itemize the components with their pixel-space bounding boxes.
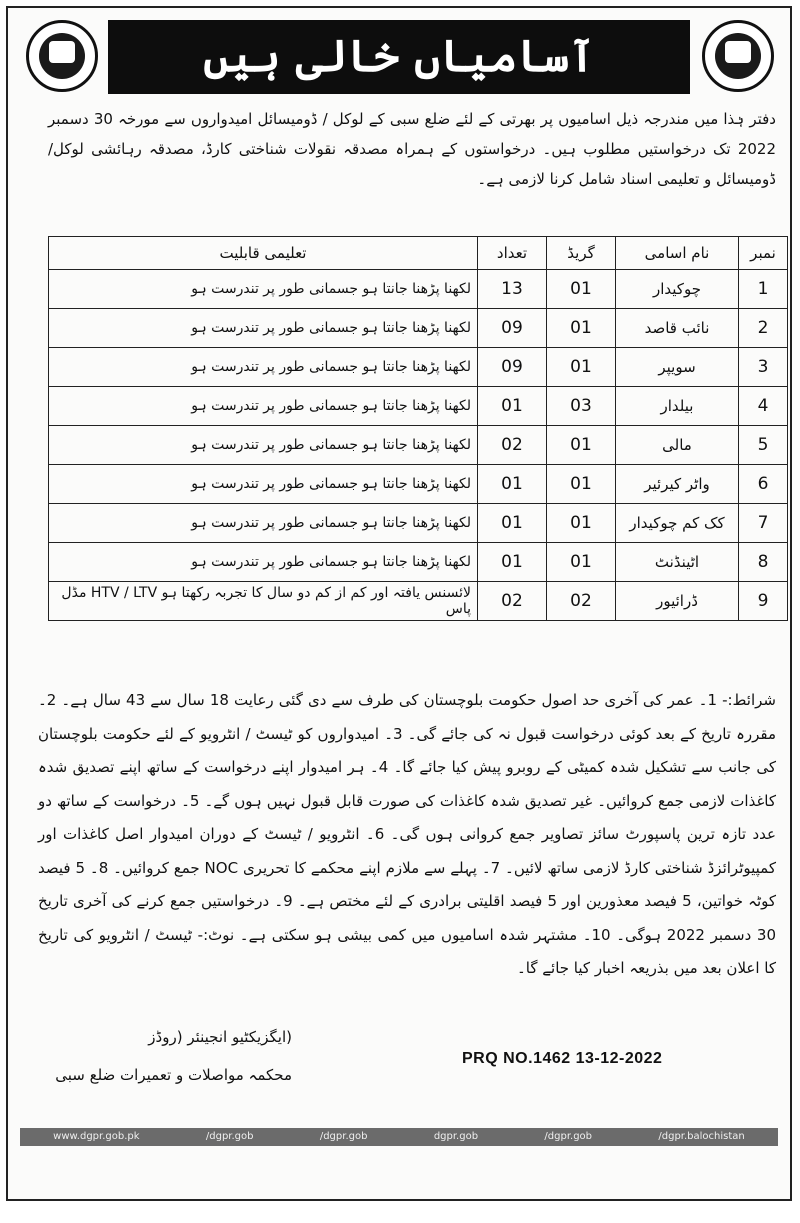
row-count: 02	[478, 426, 547, 465]
table-row	[49, 504, 788, 543]
row-grade: 03	[547, 387, 616, 426]
table-row	[49, 465, 788, 504]
row-no: 7	[739, 504, 788, 543]
row-grade: 01	[547, 504, 616, 543]
row-no: 4	[739, 387, 788, 426]
row-qualification: لکھنا پڑھنا جانتا ہو جسمانی طور پر تندرست ہو	[49, 504, 478, 543]
row-count: 01	[478, 387, 547, 426]
footer-item: www.dgpr.gob.pk	[53, 1131, 140, 1142]
row-grade: 01	[547, 348, 616, 387]
row-count: 09	[478, 309, 547, 348]
row-grade: 01	[547, 543, 616, 582]
row-count: 09	[478, 348, 547, 387]
government-emblem-icon	[26, 20, 98, 92]
row-post: کک کم چوکیدار	[616, 504, 739, 543]
row-grade: 01	[547, 270, 616, 309]
row-post: اٹینڈنٹ	[616, 543, 739, 582]
vacancies-title: آسامیاں خالی ہیں	[108, 20, 690, 94]
footer-item: dgpr.gob	[433, 1131, 479, 1142]
row-qualification: لائسنس یافتہ اور کم از کم دو سال کا تجربہ رکھتا ہو HTV / LTV مڈل پاس	[49, 582, 478, 621]
header-post: نام اسامی	[616, 237, 739, 270]
row-post: مالی	[616, 426, 739, 465]
footer-item: /dgpr.gob	[319, 1131, 368, 1142]
row-qualification: لکھنا پڑھنا جانتا ہو جسمانی طور پر تندرست ہو	[49, 543, 478, 582]
table-row	[49, 582, 788, 621]
row-grade: 02	[547, 582, 616, 621]
row-qualification: لکھنا پڑھنا جانتا ہو جسمانی طور پر تندرست ہو	[49, 309, 478, 348]
row-qualification: لکھنا پڑھنا جانتا ہو جسمانی طور پر تندرست ہو	[49, 465, 478, 504]
header-no: نمبر	[739, 237, 788, 270]
row-post: چوکیدار	[616, 270, 739, 309]
row-count: 01	[478, 543, 547, 582]
row-no: 8	[739, 543, 788, 582]
signatory-department: محکمہ مواصلات و تعمیرات ضلع سبی	[55, 1066, 292, 1084]
table-row	[49, 387, 788, 426]
header-qualification: تعلیمی قابلیت	[49, 237, 478, 270]
row-no: 5	[739, 426, 788, 465]
row-qualification: لکھنا پڑھنا جانتا ہو جسمانی طور پر تندرست ہو	[49, 387, 478, 426]
row-count: 02	[478, 582, 547, 621]
row-qualification: لکھنا پڑھنا جانتا ہو جسمانی طور پر تندرست ہو	[49, 426, 478, 465]
signatory-title: (ایگزیکٹیو انجینئر (روڈز	[148, 1028, 292, 1046]
header	[16, 18, 782, 98]
footer-item: /dgpr.gob	[544, 1131, 593, 1142]
vacancies-table	[48, 236, 788, 621]
row-post: سویپر	[616, 348, 739, 387]
row-grade: 01	[547, 309, 616, 348]
row-qualification: لکھنا پڑھنا جانتا ہو جسمانی طور پر تندرست ہو	[49, 348, 478, 387]
row-no: 9	[739, 582, 788, 621]
advertisement-page	[6, 6, 792, 1201]
row-post: واٹر کیرئیر	[616, 465, 739, 504]
row-post: نائب قاصد	[616, 309, 739, 348]
row-grade: 01	[547, 426, 616, 465]
table-row	[49, 309, 788, 348]
footer-item: /dgpr.balochistan	[658, 1131, 745, 1142]
row-no: 6	[739, 465, 788, 504]
intro-text: دفتر ہٰذا میں مندرجہ ذیل اسامیوں پر بھرتی کے لئے ضلع سبی کے لوکل / ڈومیسائل امیدواروں سے مورخہ 30 دسمبر 2022 تک درخواستیں مطلوب ہیں۔ درخواستوں کے ہمراہ مصدقہ نقولات شناختی کارڈ، مصدقہ رہائشی لوکل/ڈومیسائل و تعلیمی اسناد شامل کرنا لازمی ہے۔	[48, 110, 776, 188]
header-grade: گریڈ	[547, 237, 616, 270]
row-count: 01	[478, 504, 547, 543]
row-post: بیلدار	[616, 387, 739, 426]
row-count: 01	[478, 465, 547, 504]
signatory-block	[52, 1018, 292, 1094]
table-row	[49, 543, 788, 582]
row-no: 2	[739, 309, 788, 348]
row-grade: 01	[547, 465, 616, 504]
table-row	[49, 270, 788, 309]
row-post: ڈرائیور	[616, 582, 739, 621]
social-footer-bar	[20, 1128, 778, 1146]
prq-reference: PRQ NO.1462 13-12-2022	[462, 1050, 663, 1067]
balochistan-emblem-icon	[702, 20, 774, 92]
row-no: 3	[739, 348, 788, 387]
table-header-row	[49, 237, 788, 270]
table-row	[49, 426, 788, 465]
row-count: 13	[478, 270, 547, 309]
conditions-text: شرائط:- 1۔ عمر کی آخری حد اصول حکومت بلوچستان کی طرف سے دی گئی رعایت 18 سال سے 43 سال ہے۔ 2۔ مقررہ تاریخ کے بعد کوئی درخواست قبول نہ کی جائے گی۔ 3۔ امیدواروں کو ٹیسٹ / انٹرویو کے لئے حکومت بلوچستان کی جانب سے تشکیل شدہ کمیٹی کے روبرو پیش کیا جائے گا۔ 4۔ ہر امیدوار اپنے درخواست کے ساتھ اپنے تصدیق شدہ کاغذات لازمی جمع کروائیں۔ غیر تصدیق شدہ کاغذات کی صورت قابل قبول نہیں ہوں گے۔ 5۔ درخواست کے ساتھ دو عدد تازہ ترین پاسپورٹ سائز تصاویر جمع کروانی ہوں گی۔ 6۔ انٹرویو / ٹیسٹ کے دوران امیدوار اصل کاغذات اور کمپیوٹرائزڈ شناختی کارڈ لازمی ساتھ لائیں۔ 7۔ پہلے سے ملازم اپنے محکمے کا تحریری NOC جمع کروائیں۔ 8۔ 5 فیصد کوٹہ خواتین، 5 فیصد معذورین اور 5 فیصد اقلیتی برادری کے لئے مختص ہے۔ 9۔ درخواستیں جمع کرنے کی آخری تاریخ 30 دسمبر 2022 ہوگی۔ 10۔ مشتہر شدہ اسامیوں میں کمی بیشی ہو سکتی ہے۔ نوٹ:- ٹیسٹ / انٹرویو کی تاریخ کا اعلان بعد میں بذریعہ اخبار کیا جائے گا۔	[38, 691, 777, 977]
header-count: تعداد	[478, 237, 547, 270]
row-no: 1	[739, 270, 788, 309]
footer-item: /dgpr.gob	[205, 1131, 254, 1142]
row-qualification: لکھنا پڑھنا جانتا ہو جسمانی طور پر تندرست ہو	[49, 270, 478, 309]
table-row	[49, 348, 788, 387]
